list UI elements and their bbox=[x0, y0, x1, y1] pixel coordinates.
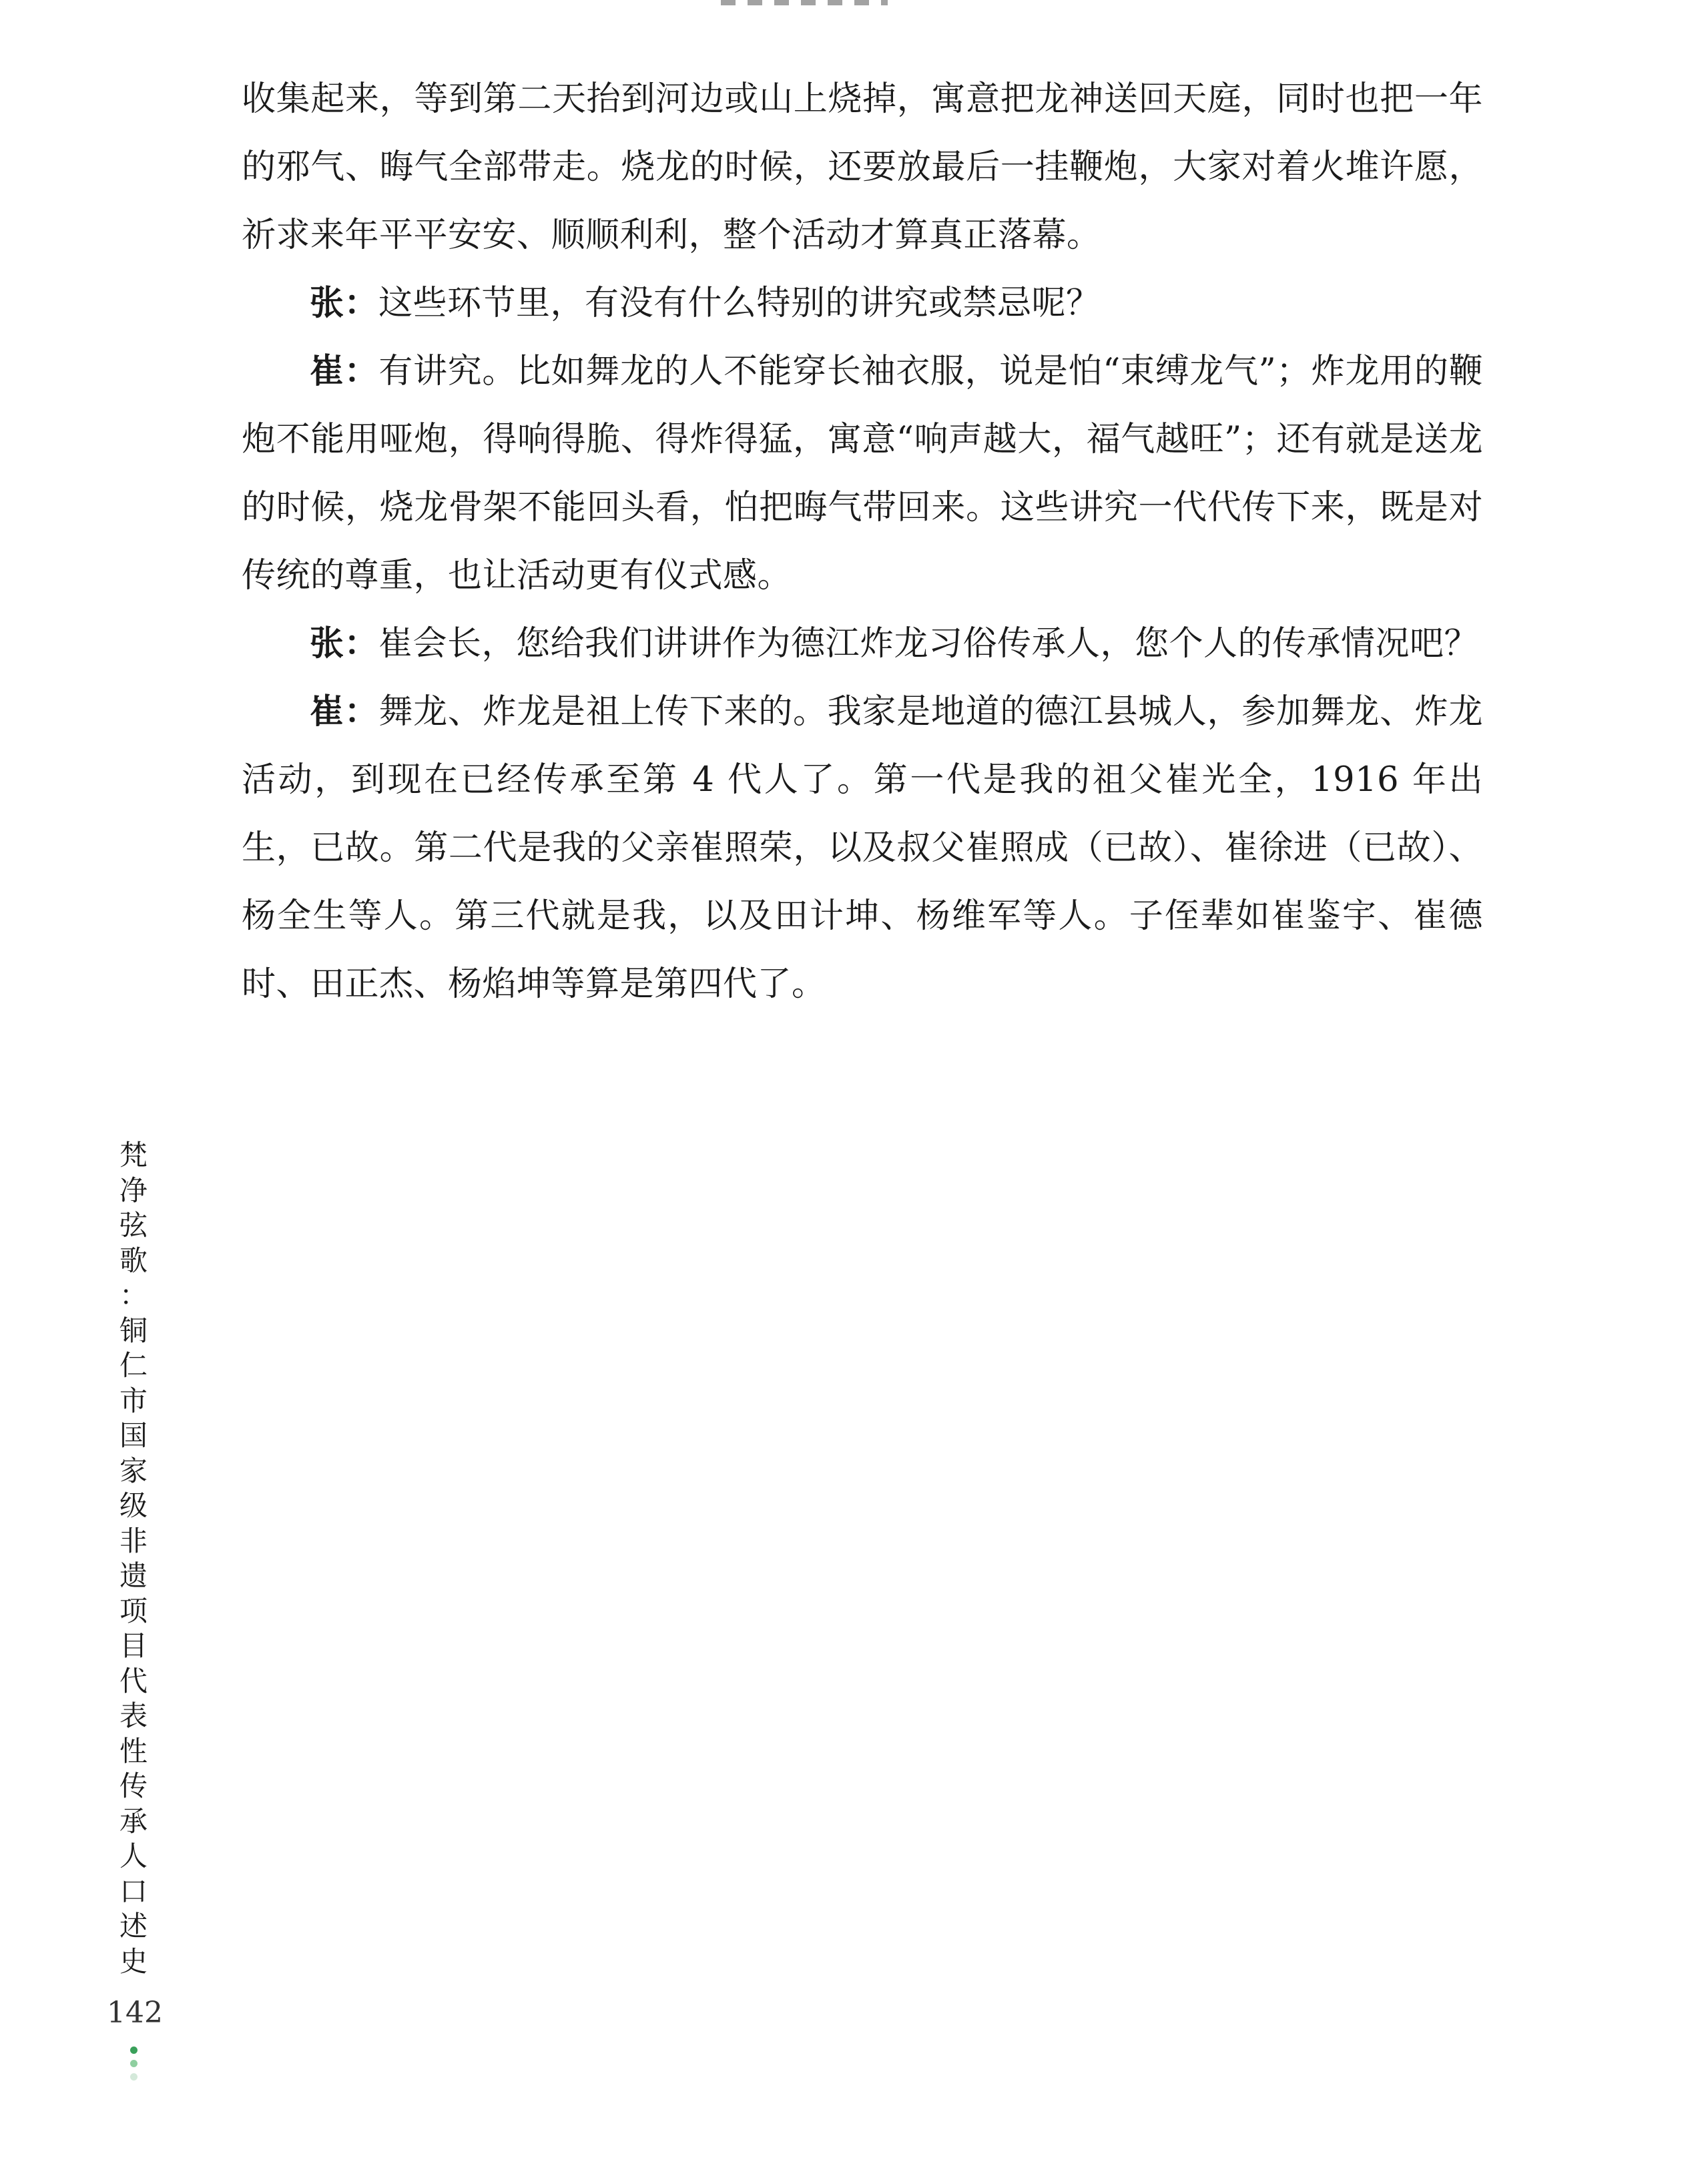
title-char: 级 bbox=[119, 1489, 148, 1522]
title-char: 口 bbox=[119, 1874, 148, 1908]
paragraph bbox=[242, 65, 1483, 270]
title-char: 代 bbox=[119, 1664, 148, 1697]
title-char: 市 bbox=[119, 1384, 148, 1417]
vertical-book-title bbox=[113, 1138, 154, 1979]
paragraph-text: 这些环节里，有没有什么特别的讲究或禁忌呢？ bbox=[378, 284, 1101, 323]
paragraph bbox=[242, 678, 1483, 1019]
title-char: 承 bbox=[119, 1804, 148, 1838]
speaker-label: 崔： bbox=[310, 692, 379, 732]
speaker-label: 张： bbox=[310, 624, 379, 663]
decorative-dots bbox=[128, 2047, 139, 2087]
title-char: 表 bbox=[119, 1699, 148, 1732]
title-char: 遗 bbox=[119, 1559, 148, 1592]
title-char: 传 bbox=[119, 1769, 148, 1802]
main-text bbox=[242, 65, 1483, 1019]
title-char: 述 bbox=[119, 1910, 148, 1942]
paragraph-text: 崔会长，您给我们讲讲作为德江炸龙习俗传承人，您个人的传承情况吧？ bbox=[378, 624, 1479, 663]
page-number: 142 bbox=[107, 1996, 163, 2030]
title-char: 弦 bbox=[119, 1209, 148, 1242]
title-char: ： bbox=[119, 1279, 148, 1312]
title-char: 歌 bbox=[119, 1244, 148, 1277]
title-char: 梵 bbox=[119, 1139, 148, 1171]
paragraph-text: 有讲究。比如舞龙的人不能穿长袖衣服，说是怕“束缚龙气”；炸龙用的鞭炮不能用哑炮，得响得脆、得炸得猛，寓意“响声越大，福气越旺”；还有就是送龙的时候，烧龙骨架不能回头看，怕把晦气带回来。这些讲究一代代传下来，既是对传统的尊重，也让活动更有仪式感。 bbox=[242, 352, 1483, 595]
title-char: 史 bbox=[119, 1944, 148, 1978]
title-char: 项 bbox=[119, 1594, 148, 1627]
title-char: 铜 bbox=[119, 1314, 148, 1347]
title-char: 性 bbox=[119, 1734, 148, 1767]
title-char: 家 bbox=[119, 1454, 148, 1487]
title-char: 净 bbox=[119, 1173, 148, 1207]
speaker-label: 张： bbox=[310, 284, 379, 323]
dot-ornament bbox=[130, 2047, 137, 2054]
paragraph bbox=[242, 270, 1483, 338]
title-char: 国 bbox=[119, 1419, 148, 1452]
paragraph-text: 舞龙、炸龙是祖上传下来的。我家是地道的德江县城人，参加舞龙、炸龙活动，到现在已经传承至第 4 代人了。第一代是我的祖父崔光全，1916 年出生，已故。第二代是我的父亲崔照荣，以及叔父崔照成（已故）、崔徐进（已故）、杨全生等人。第三代就是我，以及田计坤、杨维军等人。子侄辈如崔鉴宇、崔德时、田正杰、杨焰坤等算是第四代了。 bbox=[242, 692, 1483, 1004]
paragraph-text: 收集起来，等到第二天抬到河边或山上烧掉，寓意把龙神送回天庭，同时也把一年的邪气、晦气全部带走。烧龙的时候，还要放最后一挂鞭炮，大家对着火堆许愿，祈求来年平平安安、顺顺利利，整个活动才算真正落幕。 bbox=[242, 79, 1483, 255]
title-char: 人 bbox=[119, 1840, 148, 1872]
title-char: 目 bbox=[119, 1629, 148, 1662]
title-char: 仁 bbox=[119, 1349, 148, 1382]
speaker-label: 崔： bbox=[310, 352, 379, 391]
dot-ornament bbox=[130, 2073, 137, 2081]
paragraph bbox=[242, 610, 1483, 678]
dot-ornament bbox=[130, 2060, 137, 2067]
cropped-running-header bbox=[721, 0, 888, 5]
title-char: 非 bbox=[119, 1524, 148, 1557]
paragraph bbox=[242, 338, 1483, 610]
